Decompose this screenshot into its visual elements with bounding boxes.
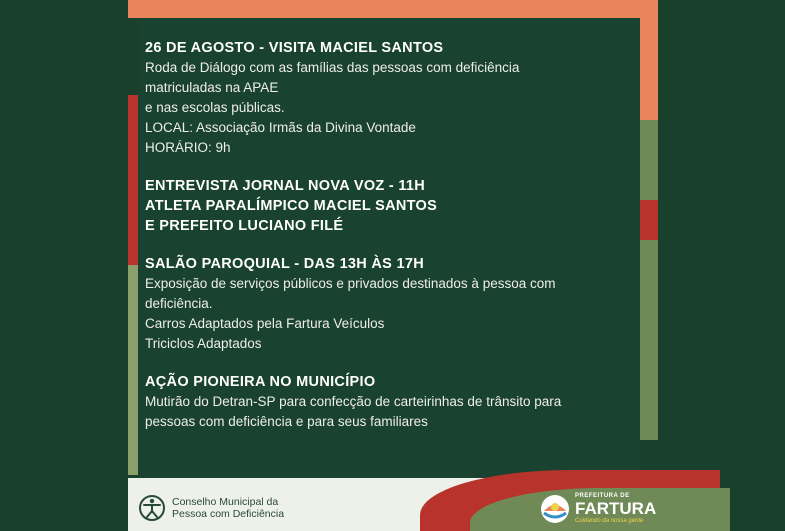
event-time: HORÁRIO: 9h xyxy=(145,140,231,155)
event-block-1 xyxy=(145,38,635,158)
council-name-line1: Conselho Municipal da xyxy=(172,496,279,508)
city-tagline: Cuidando da nossa gente xyxy=(575,518,644,524)
fartura-badge-icon xyxy=(540,494,570,524)
decor-stripe-right-red xyxy=(640,200,658,240)
event-heading: SALÃO PAROQUIAL - DAS 13H ÀS 17H xyxy=(145,256,424,272)
event-line: Carros Adaptados pela Fartura Veículos xyxy=(145,316,385,331)
council-logo xyxy=(138,494,284,522)
council-name-line2: Pessoa com Deficiência xyxy=(172,508,285,520)
decor-stripe-left-green xyxy=(128,265,138,475)
decor-stripe-right-green xyxy=(640,120,658,440)
event-line: Triciclos Adaptados xyxy=(145,336,262,351)
decor-stripe-right-orange xyxy=(640,0,658,120)
decor-stripe-left-red xyxy=(128,95,138,265)
event-heading: ATLETA PARALÍMPICO MACIEL SANTOS xyxy=(145,198,438,214)
event-heading: AÇÃO PIONEIRA NO MUNICÍPIO xyxy=(145,374,376,390)
event-schedule xyxy=(145,38,635,450)
event-heading: 26 DE AGOSTO - VISITA MACIEL SANTOS xyxy=(145,40,444,56)
decor-stripe-top xyxy=(128,0,658,18)
accessibility-emblem-icon xyxy=(138,494,166,522)
event-block-4 xyxy=(145,372,635,432)
event-line: pessoas com deficiência e para seus familiares xyxy=(145,414,428,429)
event-block-3 xyxy=(145,254,635,354)
event-line: matriculadas na APAE xyxy=(145,80,279,95)
event-block-2 xyxy=(145,176,635,236)
event-location: LOCAL: Associação Irmãs da Divina Vontade xyxy=(145,120,416,135)
event-line: Mutirão do Detran-SP para confecção de carteirinhas de trânsito para xyxy=(145,394,562,409)
event-line: Roda de Diálogo com as famílias das pessoas com deficiência xyxy=(145,60,520,75)
event-heading: ENTREVISTA JORNAL NOVA VOZ - 11H xyxy=(145,178,426,194)
city-name: FARTURA xyxy=(575,499,657,518)
event-line: deficiência. xyxy=(145,296,213,311)
event-line: Exposição de serviços públicos e privados destinados à pessoa com xyxy=(145,276,556,291)
city-logo xyxy=(540,493,656,525)
event-line: e nas escolas públicas. xyxy=(145,100,285,115)
event-heading: E PREFEITO LUCIANO FILÉ xyxy=(145,218,344,234)
city-prefix: PREFEITURA DE xyxy=(575,493,630,499)
